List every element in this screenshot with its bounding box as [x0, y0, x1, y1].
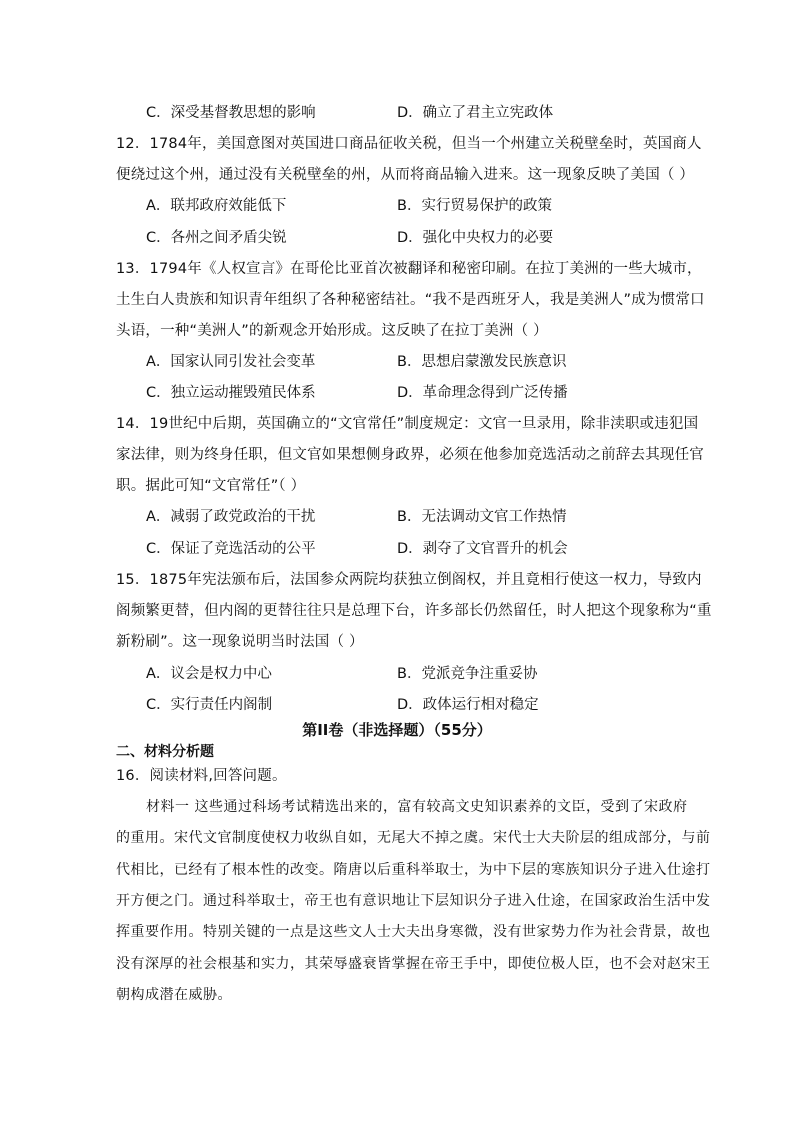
q13-option-c: C．独立运动摧毁殖民体系 [146, 385, 316, 401]
q15-option-a: A．议会是权力中心 [146, 666, 272, 682]
q12-option-b: B．实行贸易保护的政策 [397, 198, 552, 214]
q15-option-c: C．实行责任内阁制 [146, 697, 273, 713]
q16-material-line-4: 开方便之门。通过科举取士，帝王也有意识地让下层知识分子进入仕途，在国家政治生活中发 [116, 893, 711, 909]
q13-option-d: D．革命理念得到广泛传播 [397, 385, 568, 401]
q15-stem-line-2: 阁频繁更替，但内阁的更替往往只是总理下台，许多部长仍然留任，时人把这个现象称为“重 [116, 603, 712, 619]
q16-material-line-1: 材料一 这些通过科场考试精选出来的，富有较高文史知识素养的文臣，受到了宋政府 [146, 799, 688, 815]
q13-option-b: B．思想启蒙激发民族意识 [397, 354, 567, 370]
part2-title: 第II卷（非选择题）（55分） [302, 721, 492, 739]
q14-stem-line-1: 14．19世纪中后期，英国确立的“文官常任”制度规定：文官一旦录用，除非渎职或违犯国 [116, 416, 699, 432]
q15-option-b: B．党派竞争注重妥协 [397, 666, 538, 682]
q16-material-line-5: 挥重要作用。特别关键的一点是这些文人士大夫出身寒微，没有世家势力作为社会背景，故也 [116, 924, 711, 940]
q14-option-b: B．无法调动文官工作热情 [397, 509, 567, 525]
q16-material-line-6: 没有深厚的社会根基和实力，其荣辱盛衰皆掌握在帝王手中，即使位极人臣，也不会对赵宋王 [116, 956, 711, 972]
q13-option-a: A．国家认同引发社会变革 [146, 354, 316, 370]
q15-option-d: D．政体运行相对稳定 [397, 697, 539, 713]
q11-option-c: C．深受基督教思想的影响 [146, 105, 316, 121]
q16-material-line-3: 代相比，已经有了根本性的改变。隋唐以后重科举取士，为中下层的寒族知识分子进入仕途打 [116, 862, 711, 878]
q14-stem-line-3: 职。据此可知“文官常任”（ ） [116, 478, 306, 494]
q12-option-a: A．联邦政府效能低下 [146, 198, 287, 214]
q12-stem-line-2: 便绕过这个州，通过没有关税壁垒的州，从而将商品输入进来。这一现象反映了美国（ ） [116, 167, 695, 183]
q12-option-c: C．各州之间矛盾尖锐 [146, 230, 287, 246]
q16-prompt: 16．阅读材料,回答问题。 [116, 768, 287, 784]
q14-stem-line-2: 家法律，则为终身任职，但文官如果想侧身政界，必须在他参加竞选活动之前辞去其现任官 [116, 447, 704, 463]
q14-option-d: D．剥夺了文官晋升的机会 [397, 541, 568, 557]
q14-option-c: C．保证了竞选活动的公平 [146, 541, 316, 557]
q15-stem-line-1: 15．1875年宪法颁布后，法国参众两院均获独立倒阁权，并且竟相行使这一权力，导致内 [116, 572, 702, 588]
q13-stem-line-3: 头语，一种“美洲人”的新观念开始形成。这反映了在拉丁美洲（ ） [116, 323, 548, 339]
q12-option-d: D．强化中央权力的必要 [397, 230, 554, 246]
q13-stem-line-2: 土生白人贵族和知识青年组织了各种秘密结社。“我不是西班牙人，我是美洲人”成为惯常口 [116, 292, 705, 308]
q13-stem-line-1: 13．1794年《人权宣言》在哥伦比亚首次被翻译和秘密印刷。在拉丁美洲的一些大城市， [116, 261, 702, 277]
q15-stem-line-3: 新粉刷”。这一现象说明当时法国（ ） [116, 634, 364, 650]
q11-option-d: D．确立了君主立宪政体 [397, 105, 554, 121]
q16-material-line-2: 的重用。宋代文官制度使权力收纵自如，无尾大不掉之虞。宋代士大夫阶层的组成部分，与前 [116, 830, 711, 846]
q12-stem-line-1: 12．1784年，美国意图对英国进口商品征收关税，但当一个州建立关税壁垒时，英国商人 [116, 136, 702, 152]
q14-option-a: A．减弱了政党政治的干扰 [146, 509, 316, 525]
q16-material-line-7: 朝构成潜在威胁。 [116, 987, 232, 1003]
section-title: 二、材料分析题 [116, 744, 214, 760]
